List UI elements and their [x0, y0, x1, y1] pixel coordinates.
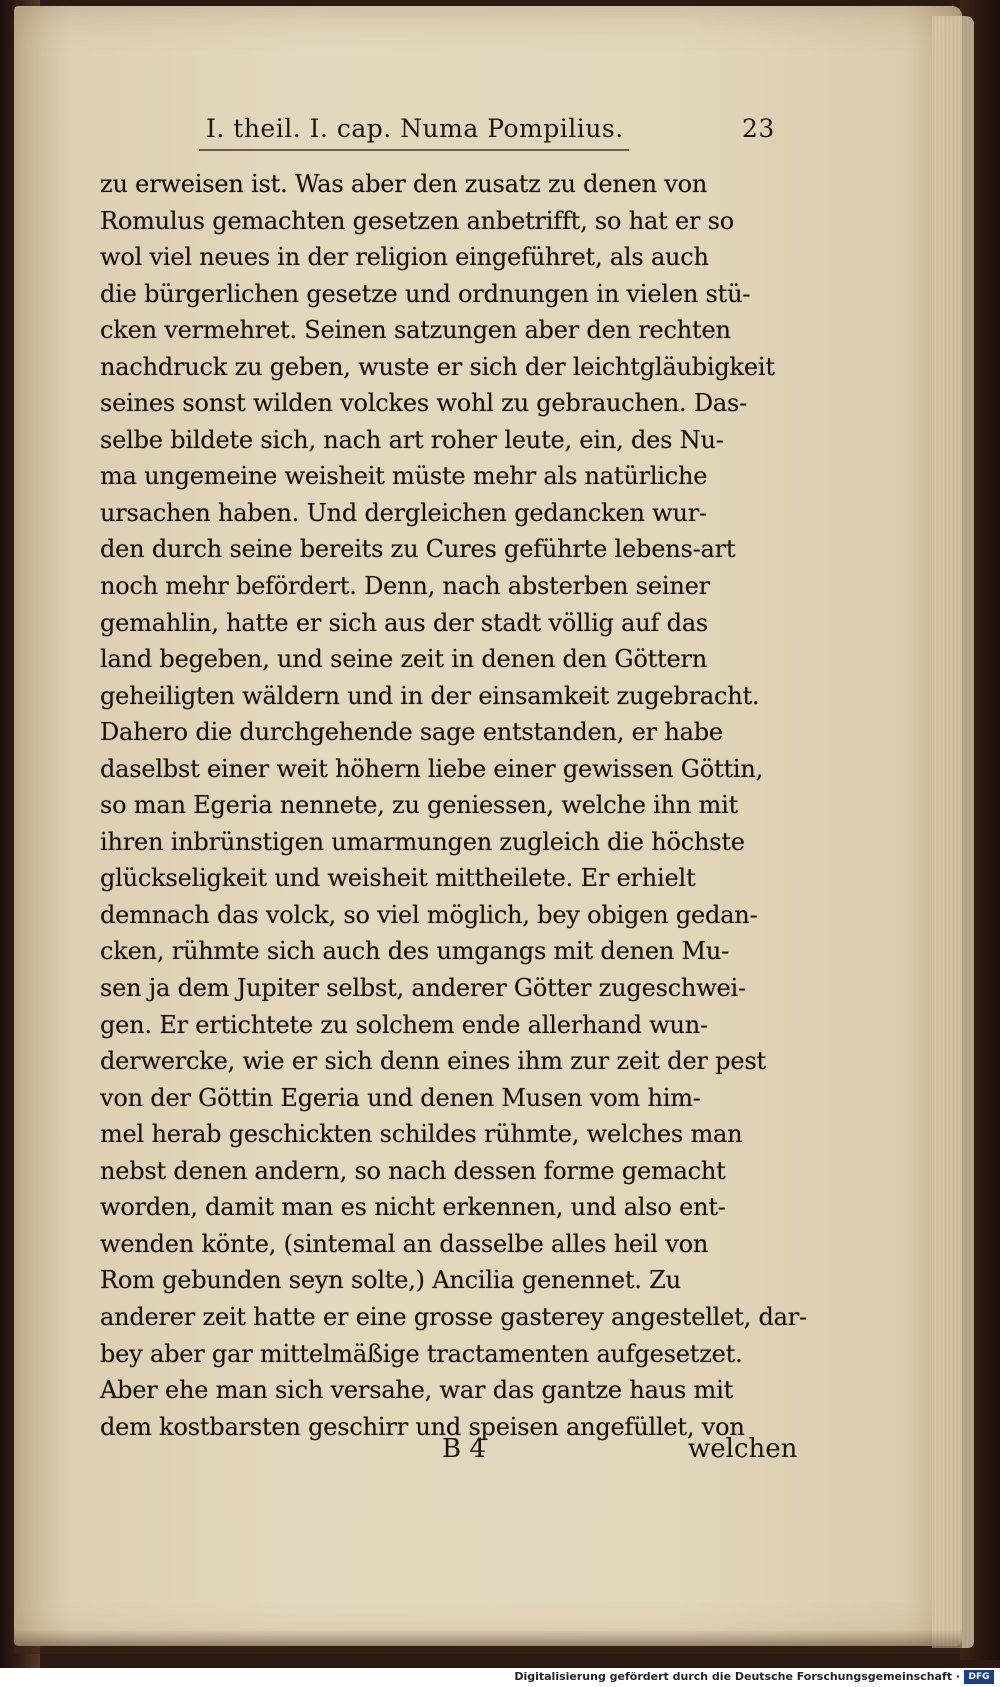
text-line: von der Göttin Egeria und denen Musen vom him-: [100, 1083, 701, 1112]
catchword: welchen: [688, 1434, 798, 1464]
text-line: glückseligkeit und weisheit mittheilete. Er erhielt: [100, 864, 696, 893]
page-number: 23: [742, 114, 775, 143]
text-line: worden, damit man es nicht erkennen, und also ent-: [100, 1193, 726, 1222]
page-edge-stack: [932, 16, 974, 1648]
page-foot: [14, 1434, 962, 1474]
text-line: geheiligten wäldern und in der einsamkeit zugebracht.: [100, 681, 760, 710]
text-line: wol viel neues in der religion eingeführet, als auch: [100, 243, 709, 272]
text-line: bey aber gar mittelmäßige tractamenten aufgesetzet.: [100, 1339, 743, 1368]
text-line: cken, rühmte sich auch des umgangs mit denen Mu-: [100, 937, 730, 966]
text-line: gemahlin, hatte er sich aus der stadt völlig auf das: [100, 608, 709, 637]
text-line: ihren inbrünstigen umarmungen zugleich die höchste: [100, 827, 745, 856]
text-line: gen. Er ertichtete zu solchem ende allerhand wun-: [100, 1010, 708, 1039]
text-line: den durch seine bereits zu Cures geführte lebens-art: [100, 535, 736, 564]
digitization-footer: [0, 1668, 1000, 1687]
text-line: nebst denen andern, so nach dessen forme gemacht: [100, 1156, 726, 1185]
text-line: Rom gebunden seyn solte,) Ancilia genennet. Zu: [100, 1266, 681, 1295]
text-line: mel herab geschickten schildes rühmte, welches man: [100, 1120, 743, 1149]
text-line: sen ja dem Jupiter selbst, anderer Götter zugeschwei-: [100, 974, 746, 1003]
footer-credit: Digitalisierung gefördert durch die Deutsche Forschungsgemeinschaft ·: [514, 1670, 960, 1683]
signature-mark: B 4: [442, 1434, 486, 1464]
head-rule: [199, 149, 629, 151]
text-line: nachdruck zu geben, wuste er sich der leichtgläubigkeit: [100, 352, 775, 381]
book-page: [14, 6, 962, 1646]
text-line: seines sonst wilden volckes wohl zu gebrauchen. Das-: [100, 389, 748, 418]
text-line: daselbst einer weit höhern liebe einer gewissen Göttin,: [100, 754, 764, 783]
text-line: land begeben, und seine zeit in denen den Göttern: [100, 645, 708, 674]
text-line: zu erweisen ist. Was aber den zusatz zu denen von: [100, 170, 708, 198]
text-line: so man Egeria nennete, zu geniessen, welche ihn mit: [100, 791, 739, 820]
running-head-title: I. theil. I. cap. Numa Pompilius.: [206, 114, 624, 143]
body-text: [100, 166, 807, 1445]
text-line: Aber ehe man sich versahe, war das gantze haus mit: [100, 1376, 734, 1405]
text-line: derwercke, wie er sich denn eines ihm zur zeit der pest: [100, 1047, 766, 1076]
text-line: ursachen haben. Und dergleichen gedancken wur-: [100, 498, 707, 527]
text-line: noch mehr befördert. Denn, nach absterben seiner: [100, 572, 710, 601]
text-line: demnach das volck, so viel möglich, bey obigen gedan-: [100, 900, 758, 929]
text-line: selbe bildete sich, nach art roher leute, ein, des Nu-: [100, 425, 724, 454]
text-line: wenden könte, (sintemal an dasselbe alles heil von: [100, 1229, 709, 1258]
dfg-logo: DFG: [964, 1670, 994, 1684]
text-line: ma ungemeine weisheit müste mehr als natürliche: [100, 462, 708, 491]
text-line: Romulus gemachten gesetzen anbetrifft, so hat er so: [100, 206, 735, 235]
text-line: die bürgerlichen gesetze und ordnungen in vielen stü-: [100, 279, 751, 308]
text-line: Dahero die durchgehende sage entstanden, er habe: [100, 718, 723, 747]
page-bottom-shadow: [14, 1630, 962, 1654]
text-line: dem kostbarsten geschirr und speisen angefüllet, von: [100, 1412, 745, 1441]
running-head: [14, 114, 962, 154]
text-line: cken vermehret. Seinen satzungen aber den rechten: [100, 316, 731, 345]
text-line: anderer zeit hatte er eine grosse gasterey angestellet, dar-: [100, 1302, 807, 1331]
